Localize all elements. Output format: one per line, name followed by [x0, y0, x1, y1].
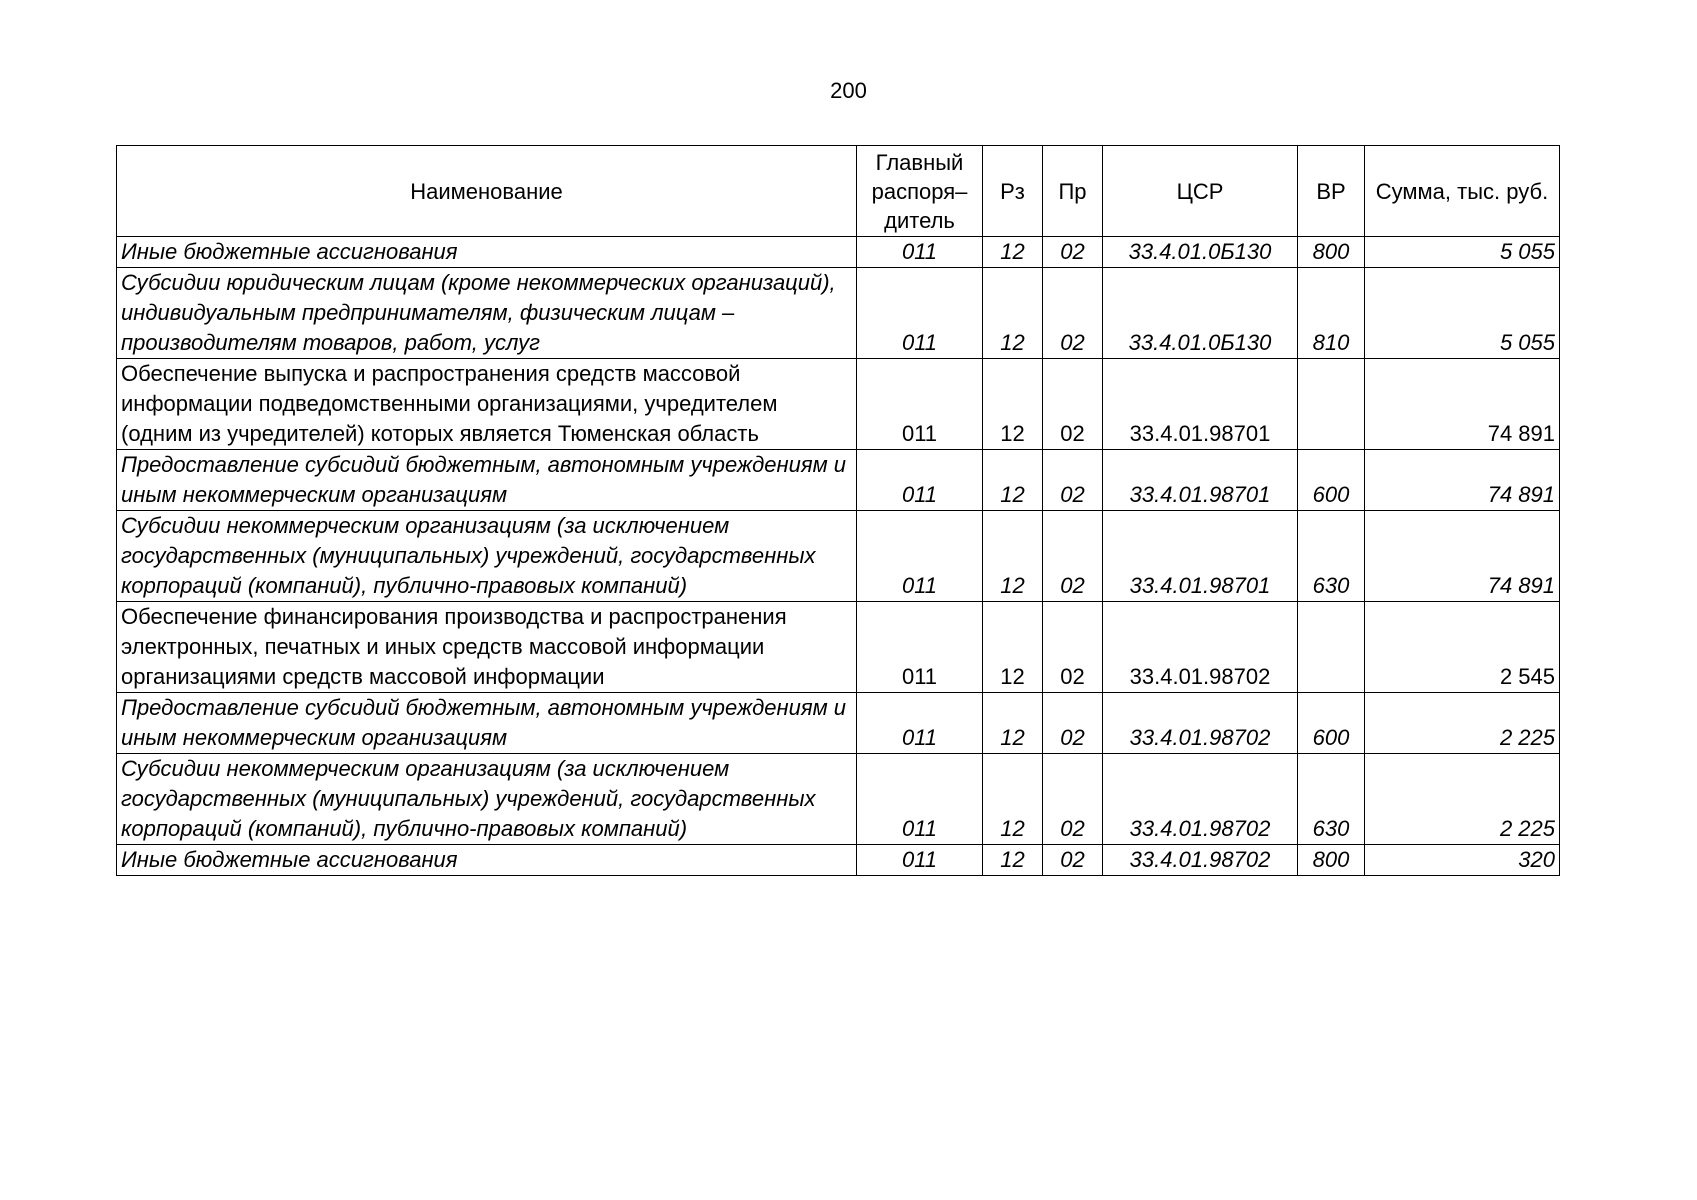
cell-name: Иные бюджетные ассигнования [117, 845, 857, 876]
table-row [117, 693, 1560, 754]
cell-pr: 02 [1043, 511, 1103, 602]
cell-name: Обеспечение финансирования производства и распространения электронных, печатных и иных средств массовой информации организациями средств массовой информации [117, 602, 857, 693]
cell-pr: 02 [1043, 268, 1103, 359]
cell-name: Субсидии некоммерческим организациям (за исключением государственных (муниципальных) учреждений, государственных корпораций (компаний), публично-правовых компаний) [117, 511, 857, 602]
table-row [117, 359, 1560, 450]
cell-sum: 5 055 [1365, 237, 1560, 268]
cell-pr: 02 [1043, 450, 1103, 511]
table-row [117, 237, 1560, 268]
table-body [117, 237, 1560, 876]
cell-csr: 33.4.01.98702 [1103, 754, 1298, 845]
header-grbs: Главный распоря– дитель [857, 146, 983, 237]
cell-grbs: 011 [857, 602, 983, 693]
cell-vr [1298, 602, 1365, 693]
cell-rz: 12 [983, 511, 1043, 602]
cell-name: Предоставление субсидий бюджетным, автономным учреждениям и иным некоммерческим организациям [117, 693, 857, 754]
cell-grbs: 011 [857, 754, 983, 845]
cell-rz: 12 [983, 754, 1043, 845]
cell-rz: 12 [983, 693, 1043, 754]
cell-sum: 2 225 [1365, 693, 1560, 754]
cell-rz: 12 [983, 602, 1043, 693]
header-csr: ЦСР [1103, 146, 1298, 237]
cell-sum: 320 [1365, 845, 1560, 876]
cell-rz: 12 [983, 268, 1043, 359]
cell-rz: 12 [983, 359, 1043, 450]
cell-grbs: 011 [857, 359, 983, 450]
cell-csr: 33.4.01.0Б130 [1103, 237, 1298, 268]
cell-sum: 2 225 [1365, 754, 1560, 845]
cell-vr: 800 [1298, 845, 1365, 876]
header-row [117, 146, 1560, 237]
cell-csr: 33.4.01.98702 [1103, 845, 1298, 876]
cell-vr: 630 [1298, 754, 1365, 845]
cell-vr: 600 [1298, 450, 1365, 511]
table-row [117, 602, 1560, 693]
cell-name: Обеспечение выпуска и распространения средств массовой информации подведомственными организациями, учредителем (одним из учредителей) которых является Тюменская область [117, 359, 857, 450]
cell-csr: 33.4.01.98702 [1103, 602, 1298, 693]
cell-sum: 74 891 [1365, 359, 1560, 450]
cell-vr: 630 [1298, 511, 1365, 602]
cell-grbs: 011 [857, 511, 983, 602]
cell-sum: 2 545 [1365, 602, 1560, 693]
cell-pr: 02 [1043, 754, 1103, 845]
cell-grbs: 011 [857, 693, 983, 754]
table-row [117, 754, 1560, 845]
cell-name: Субсидии некоммерческим организациям (за исключением государственных (муниципальных) учреждений, государственных корпораций (компаний), публично-правовых компаний) [117, 754, 857, 845]
cell-csr: 33.4.01.98702 [1103, 693, 1298, 754]
table-row [117, 450, 1560, 511]
cell-grbs: 011 [857, 845, 983, 876]
page-number: 200 [830, 78, 867, 103]
cell-pr: 02 [1043, 602, 1103, 693]
cell-grbs: 011 [857, 450, 983, 511]
cell-csr: 33.4.01.98701 [1103, 450, 1298, 511]
cell-pr: 02 [1043, 359, 1103, 450]
cell-name: Предоставление субсидий бюджетным, автономным учреждениям и иным некоммерческим организациям [117, 450, 857, 511]
header-name: Наименование [117, 146, 857, 237]
cell-vr: 810 [1298, 268, 1365, 359]
header-sum: Сумма, тыс. руб. [1365, 146, 1560, 237]
table-row [117, 268, 1560, 359]
cell-name: Иные бюджетные ассигнования [117, 237, 857, 268]
header-pr: Пр [1043, 146, 1103, 237]
table-header [117, 146, 1560, 237]
cell-grbs: 011 [857, 237, 983, 268]
cell-pr: 02 [1043, 237, 1103, 268]
cell-grbs: 011 [857, 268, 983, 359]
header-rz: Рз [983, 146, 1043, 237]
table-row [117, 511, 1560, 602]
cell-sum: 74 891 [1365, 511, 1560, 602]
cell-csr: 33.4.01.98701 [1103, 359, 1298, 450]
cell-pr: 02 [1043, 845, 1103, 876]
cell-csr: 33.4.01.98701 [1103, 511, 1298, 602]
table-row [117, 845, 1560, 876]
cell-rz: 12 [983, 450, 1043, 511]
cell-vr: 600 [1298, 693, 1365, 754]
cell-vr [1298, 359, 1365, 450]
cell-rz: 12 [983, 237, 1043, 268]
cell-vr: 800 [1298, 237, 1365, 268]
cell-csr: 33.4.01.0Б130 [1103, 268, 1298, 359]
cell-sum: 74 891 [1365, 450, 1560, 511]
cell-name: Субсидии юридическим лицам (кроме некоммерческих организаций), индивидуальным предпринимателям, физическим лицам – производителям товаров, работ, услуг [117, 268, 857, 359]
cell-pr: 02 [1043, 693, 1103, 754]
budget-table [116, 145, 1560, 876]
cell-rz: 12 [983, 845, 1043, 876]
cell-sum: 5 055 [1365, 268, 1560, 359]
header-vr: ВР [1298, 146, 1365, 237]
